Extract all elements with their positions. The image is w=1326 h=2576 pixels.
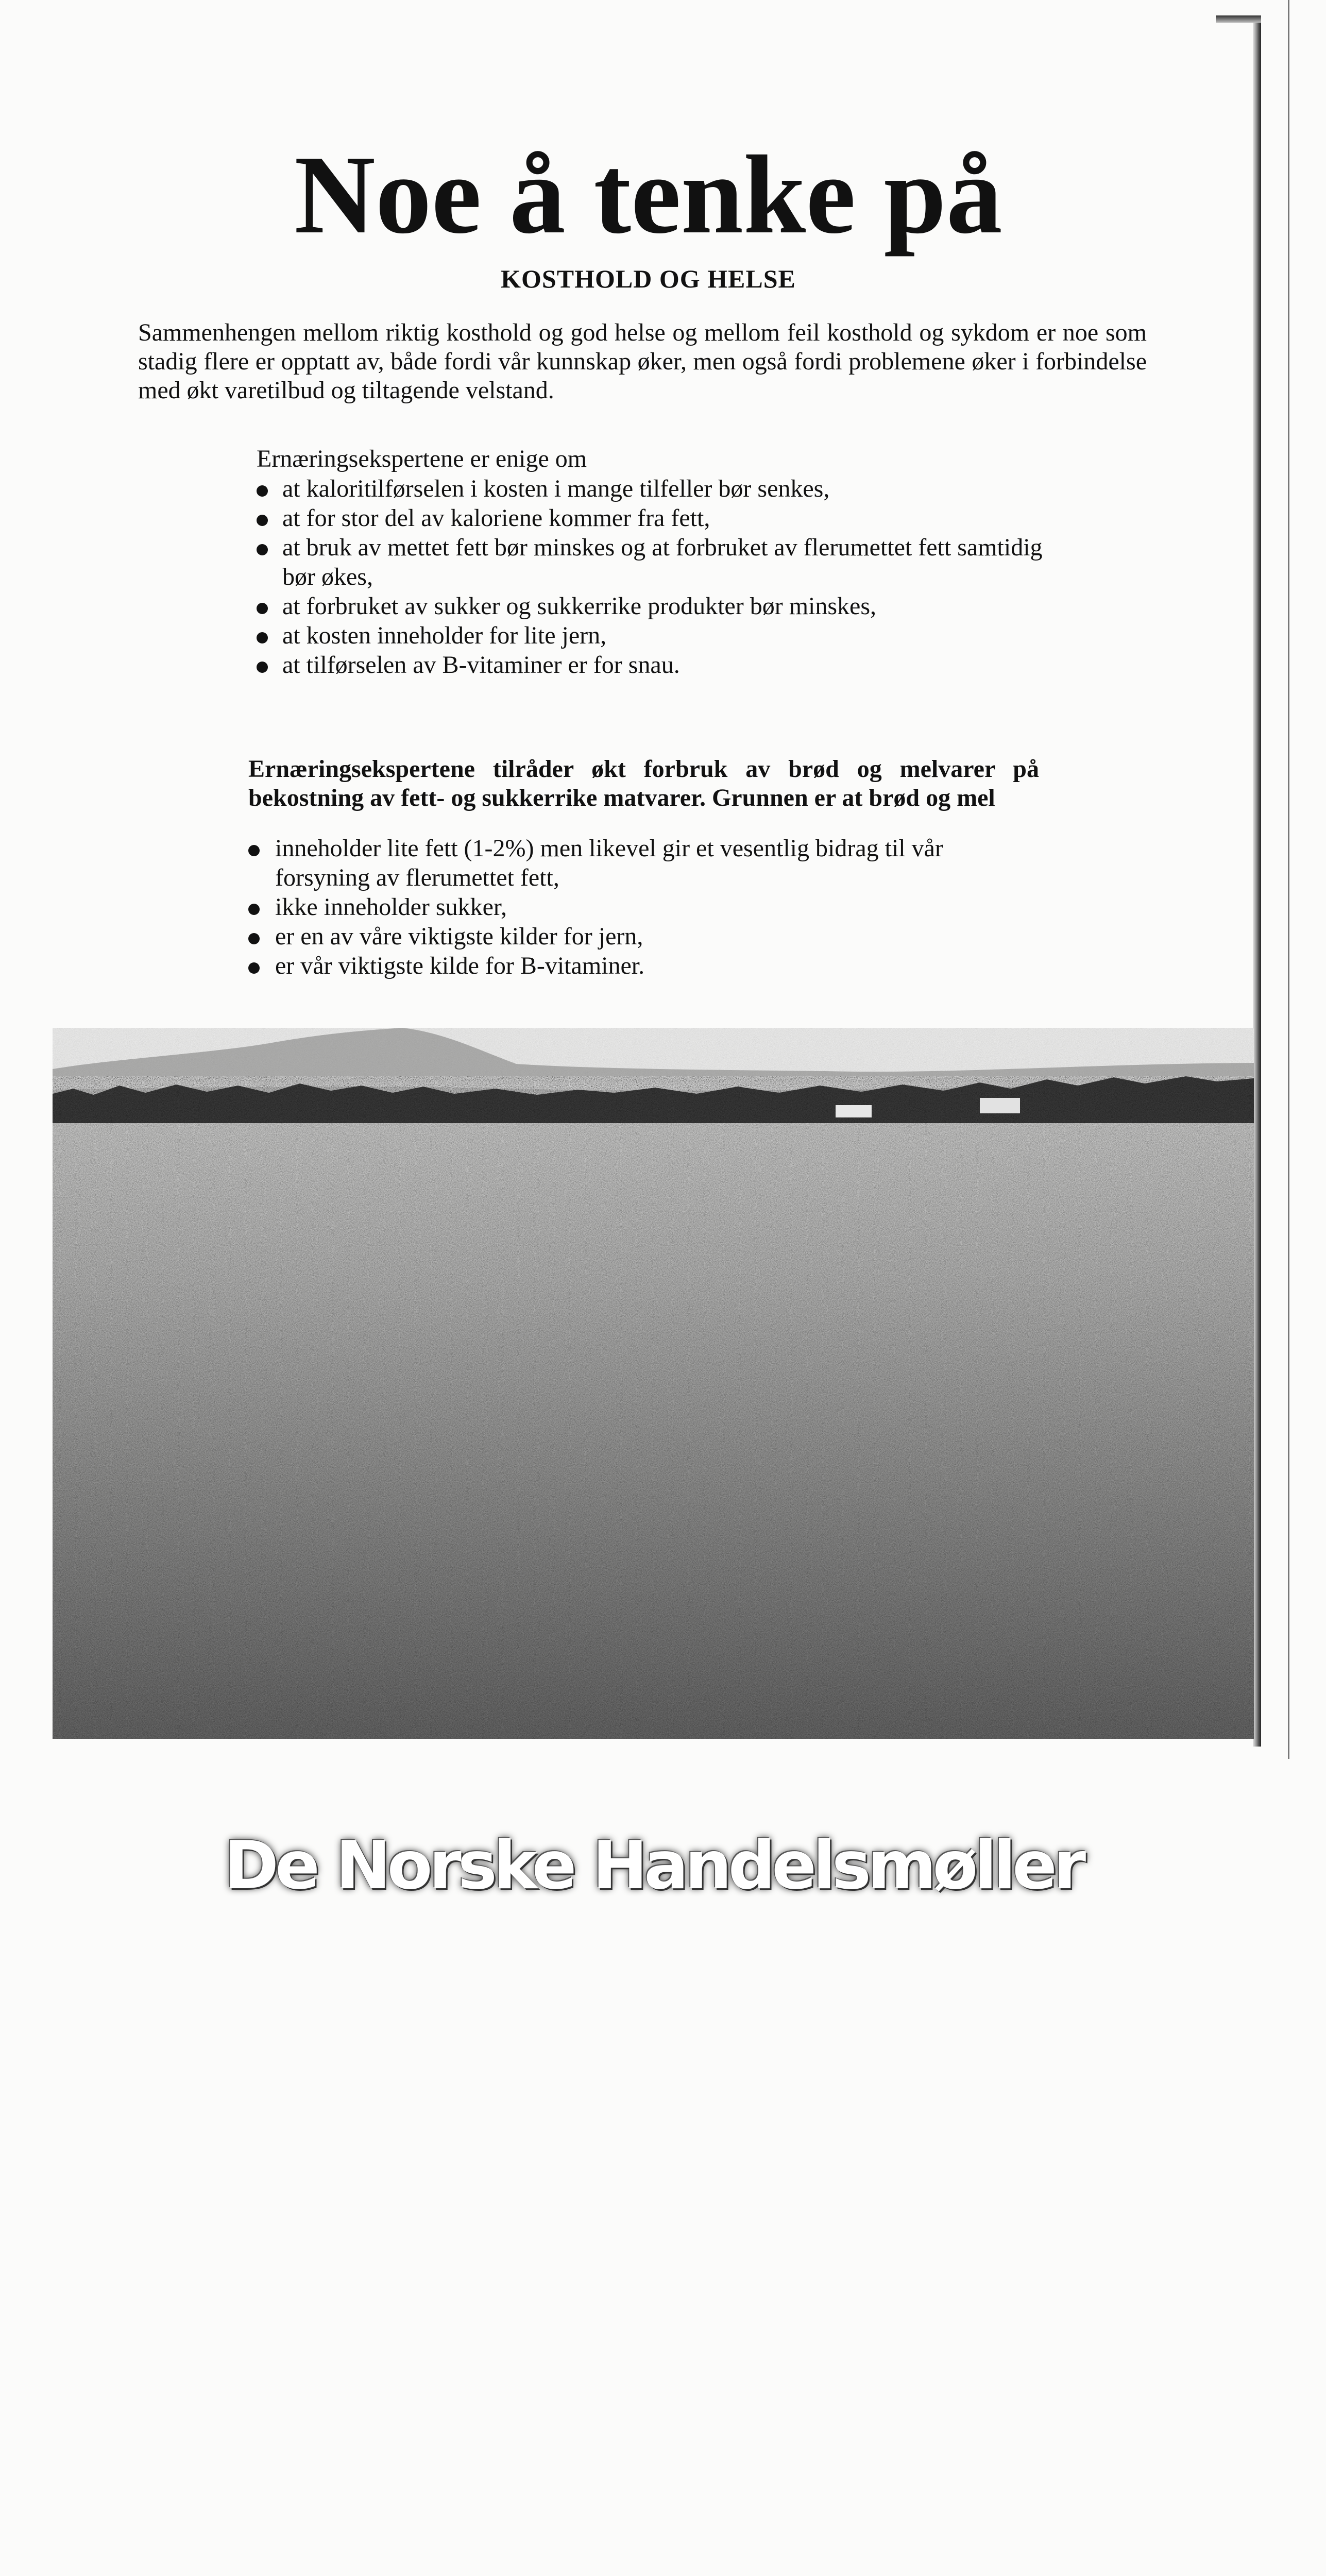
recommendation-section [248, 834, 1039, 980]
experts-agree-list [257, 474, 1060, 680]
experts-agree-section [257, 444, 1060, 680]
page-subtitle: KOSTHOLD OG HELSE [501, 264, 796, 293]
list-item: inneholder lite fett (1-2%) men likevel gir et vesentlig bidrag til vår forsyning av flerumettet fett, [248, 834, 1039, 892]
grain-field-photo [53, 1028, 1254, 1904]
recommendation-lead: Ernæringsekspertene tilråder økt forbruk av brød og melvarer på bekostning av fett- og sukkerrike matvarer. Grunnen er at brød og mel [248, 755, 1039, 811]
list-item: er vår viktigste kilde for B-vitaminer. [248, 951, 1039, 980]
recommendation-list [248, 834, 1039, 980]
page-title: Noe å tenke på [294, 133, 1002, 257]
experts-agree-lead: Ernæringsekspertene er enige om [257, 445, 587, 472]
list-item: at kosten inneholder for lite jern, [257, 621, 1060, 650]
list-item: at forbruket av sukker og sukkerrike produkter bør minskes, [257, 591, 1060, 621]
intro-paragraph: Sammenhengen mellom riktig kosthold og god helse og mellom feil kosthold og sykdom er noe som stadig flere er opptatt av, både fordi vår kunnskap øker, men også fordi problemene øker i forbindelse med økt varetilbud og tiltagende velstand. [138, 319, 1147, 404]
scan-page-edge-top [1216, 15, 1261, 23]
list-item: at tilførselen av B-vitaminer er for snau. [257, 650, 1060, 680]
list-item: at bruk av mettet fett bør minskes og at forbruket av flerumettet fett samtidig bør økes, [257, 533, 1060, 591]
list-item: er en av våre viktigste kilder for jern, [248, 922, 1039, 951]
field-landscape-image [53, 1028, 1254, 1739]
list-item: ikke inneholder sukker, [248, 892, 1039, 922]
list-item: at for stor del av kaloriene kommer fra fett, [257, 503, 1060, 533]
list-item: at kaloritilførselen i kosten i mange tilfeller bør senkes, [257, 474, 1060, 503]
brand-logo-text: De Norske Handelsmøller [224, 1827, 1083, 1904]
